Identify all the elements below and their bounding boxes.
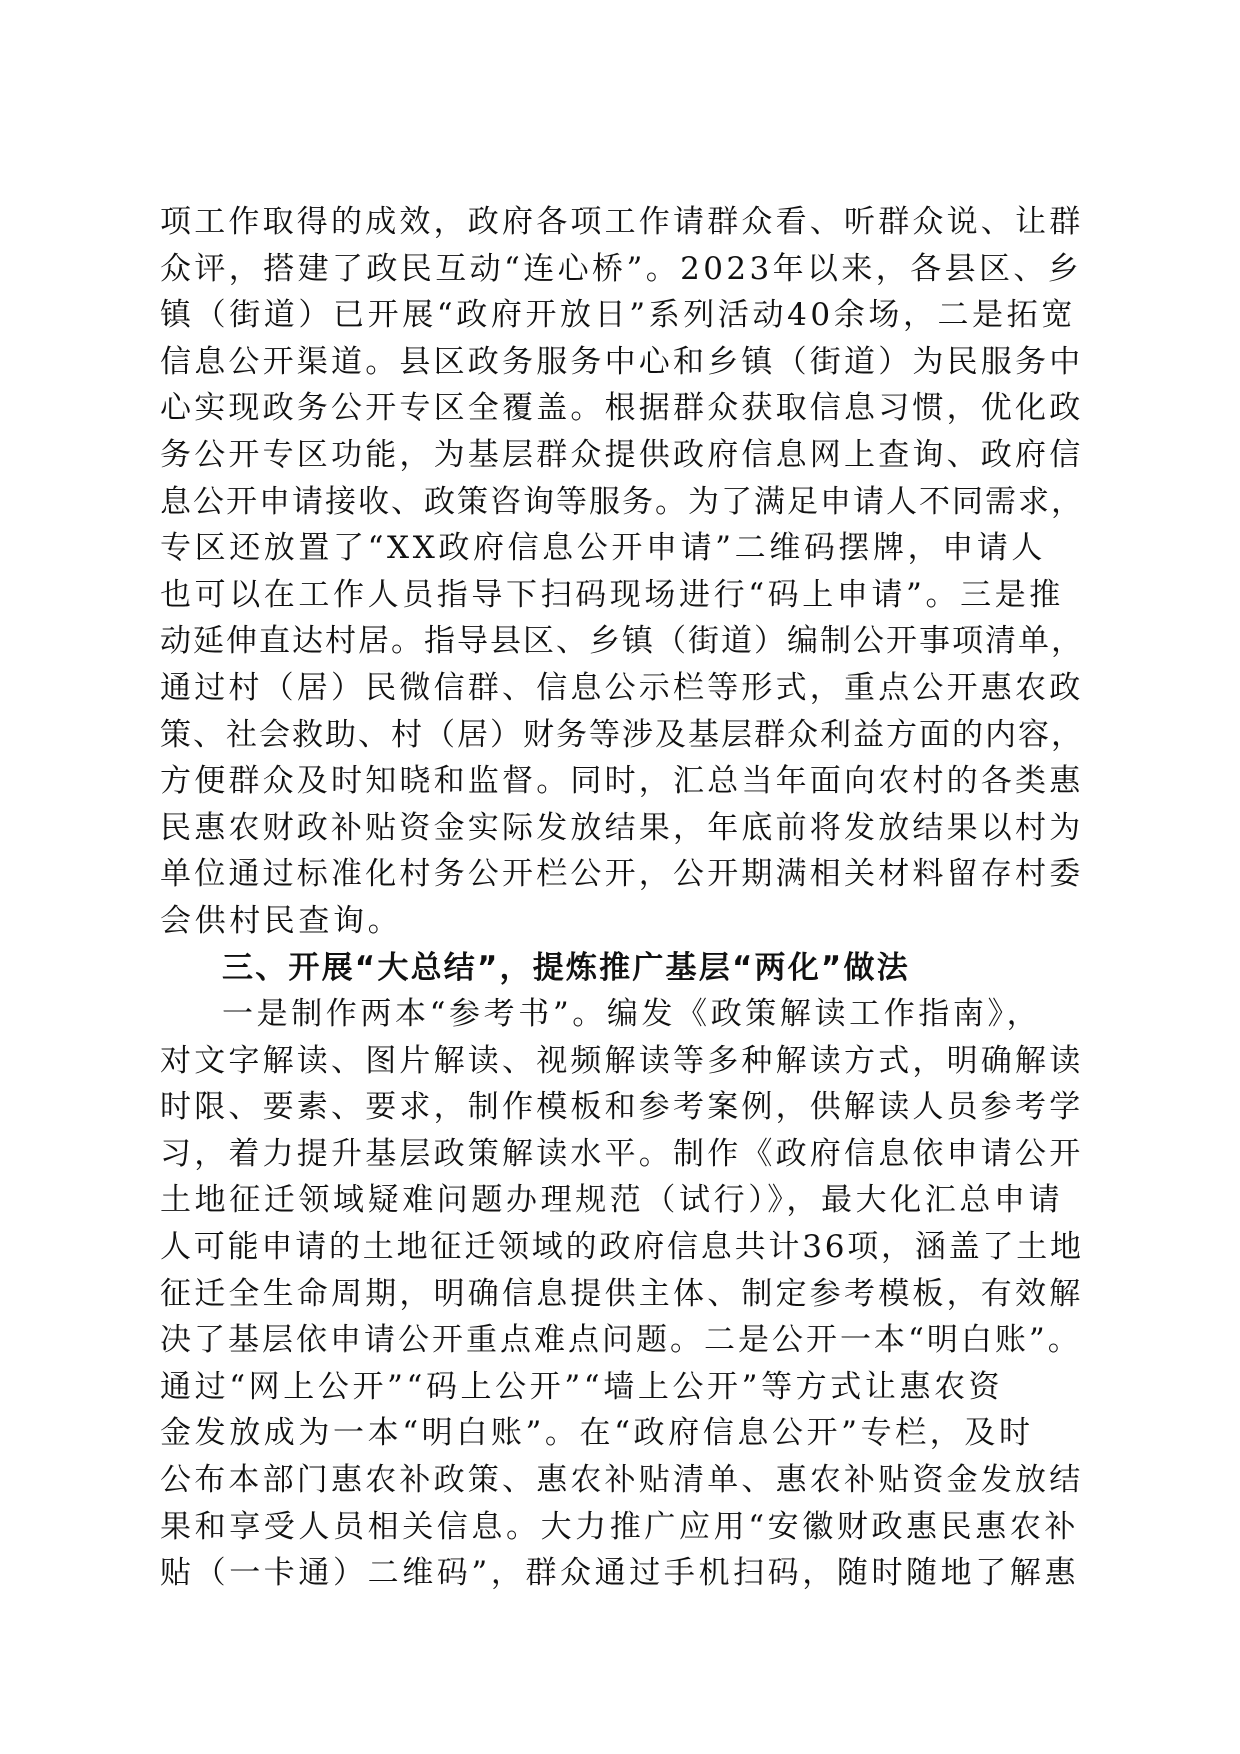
- text-line: 息公开申请接收、政策咨询等服务。为了满足申请人不同需求，: [160, 483, 1084, 520]
- text-line: 通过村（居）民微信群、信息公示栏等形式，重点公开惠农政: [160, 669, 1084, 706]
- text-line: 也可以在工作人员指导下扫码现场进行“码上申请”。三是推: [160, 576, 1064, 613]
- text-line: 方便群众及时知晓和监督。同时，汇总当年面向农村的各类惠: [160, 763, 1084, 800]
- text-line: 征迁全生命周期，明确信息提供主体、制定参考模板，有效解: [160, 1275, 1084, 1312]
- text-line: 贴（一卡通）二维码”，群众通过手机扫码，随时随地了解惠: [160, 1555, 1080, 1592]
- text-line: 心实现政务公开专区全覆盖。根据群众获取信息习惯，优化政: [160, 390, 1084, 427]
- document-body: [160, 199, 1085, 1597]
- text-line: 务公开专区功能，为基层群众提供政府信息网上查询、政府信: [160, 436, 1084, 473]
- text-line: 民惠农财政补贴资金实际发放结果，年底前将发放结果以村为: [160, 809, 1084, 846]
- text-line: 众评，搭建了政民互动“连心桥”。2023年以来，各县区、乡: [160, 250, 1083, 287]
- text-line: 人可能申请的土地征迁领域的政府信息共计36项，涵盖了土地: [160, 1229, 1084, 1266]
- text-line: 对文字解读、图片解读、视频解读等多种解读方式，明确解读: [160, 1042, 1084, 1079]
- text-line: 信息公开渠道。县区政务服务中心和乡镇（街道）为民服务中: [160, 343, 1084, 380]
- text-line: 策、社会救助、村（居）财务等涉及基层群众利益方面的内容，: [160, 716, 1084, 753]
- text-line: 通过“网上公开”“码上公开”“墙上公开”等方式让惠农资: [160, 1368, 1004, 1405]
- text-line: 会供村民查询。: [160, 902, 403, 939]
- text-line: 金发放成为一本“明白账”。在“政府信息公开”专栏，及时: [160, 1415, 1034, 1452]
- text-line: 单位通过标准化村务公开栏公开，公开期满相关材料留存村委: [160, 856, 1084, 893]
- text-line: 镇（街道）已开展“政府开放日”系列活动40余场，二是拓宽: [160, 297, 1076, 334]
- text-line: 决了基层依申请公开重点难点问题。二是公开一本“明白账”。: [160, 1322, 1082, 1359]
- text-line: 专区还放置了“XX政府信息公开申请”二维码摆牌，申请人: [160, 530, 1047, 567]
- text-line: 果和享受人员相关信息。大力推广应用“安徽财政惠民惠农补: [160, 1508, 1080, 1545]
- text-line: 一是制作两本“参考书”。编发《政策解读工作指南》，: [222, 996, 1042, 1033]
- text-line: 土地征迁领域疑难问题办理规范（试行）》，最大化汇总申请: [160, 1182, 1064, 1219]
- text-line: 习，着力提升基层政策解读水平。制作《政府信息依申请公开: [160, 1135, 1084, 1172]
- text-line: 时限、要素、要求，制作模板和参考案例，供解读人员参考学: [160, 1089, 1084, 1126]
- text-line: 动延伸直达村居。指导县区、乡镇（街道）编制公开事项清单，: [160, 623, 1084, 660]
- section-heading: 三、开展“大总结”，提炼推广基层“两化”做法: [222, 949, 910, 986]
- text-line: 公布本部门惠农补政策、惠农补贴清单、惠农补贴资金发放结: [160, 1462, 1084, 1499]
- text-line: 项工作取得的成效，政府各项工作请群众看、听群众说、让群: [160, 204, 1084, 240]
